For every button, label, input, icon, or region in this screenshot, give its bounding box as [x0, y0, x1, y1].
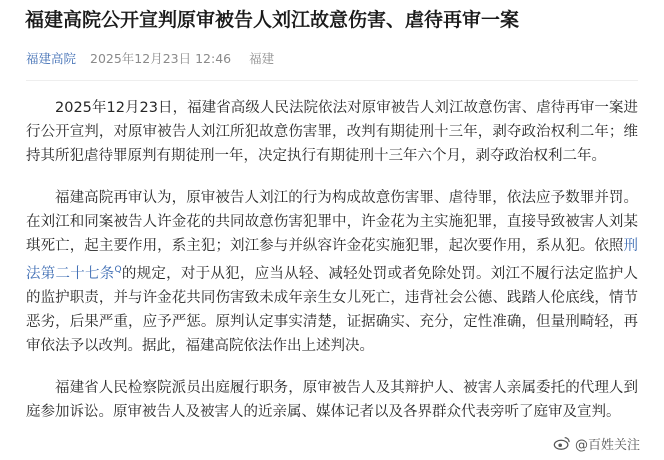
paragraph-3: 福建省人民检察院派员出庭履行职务，原审被告人及其辩护人、被害人亲属委托的代理人到庭参加诉讼。原审被告人及被害人的近亲属、媒体记者以及各界群众代表旁听了庭审及宣判。: [26, 379, 638, 420]
watermark: [553, 432, 640, 454]
publish-date: 2025年12月23日 12:46: [90, 51, 232, 66]
paragraph-2-before: 福建高院再审认为，原审被告人刘江的行为构成故意伤害罪、虐待罪，依法应予数罪并罚。在刘江和同案被告人许金花的共同故意伤害犯罪中，许金花为主实施犯罪，直接导致被害人刘某琪死亡，起主要作用，系主犯；刘江参与并纵容许金花实施犯罪，起次要作用，系从犯。依照: [26, 190, 638, 254]
article-meta: [26, 49, 274, 69]
paragraph-2: [26, 186, 638, 358]
paragraph-1: 2025年12月23日，福建省高级人民法院依法对原审被告人刘江故意伤害、虐待再审一案进行公开宣判，对原审被告人刘江所犯故意伤害罪，改判有期徒刑十三年，剥夺政治权利二年；维持其所犯虐待罪原判有期徒刑一年，决定执行有期徒刑十三年六个月，剥夺政治权利二年。: [26, 100, 638, 164]
header-divider: [26, 80, 638, 81]
source-link[interactable]: 福建高院: [26, 51, 77, 66]
law-article-link-text: 刑法第二十七条: [26, 238, 638, 282]
article-body: [26, 96, 638, 442]
paragraph-2-after: 的规定，对于从犯，应当从轻、减轻处罚或者免除处罚。刘江不履行法定监护人的监护职责，并与许金花共同伤害致未成年亲生女儿死亡，违背社会公德、践踏人伦底线，情节恶劣，后果严重，应予严惩。原判认定事实清楚，证据确实、充分，定性准确，但量刑畸轻，再审依法予以改判。据此，福建高院依法作出上述判决。: [26, 265, 639, 354]
weibo-icon: [553, 434, 571, 452]
article-title: 福建高院公开宣判原审被告人刘江故意伤害、虐待再审一案: [25, 9, 520, 31]
watermark-text: @百姓关注: [574, 437, 640, 453]
link-mark-icon: Q: [114, 265, 122, 275]
publish-location: 福建: [249, 51, 275, 66]
